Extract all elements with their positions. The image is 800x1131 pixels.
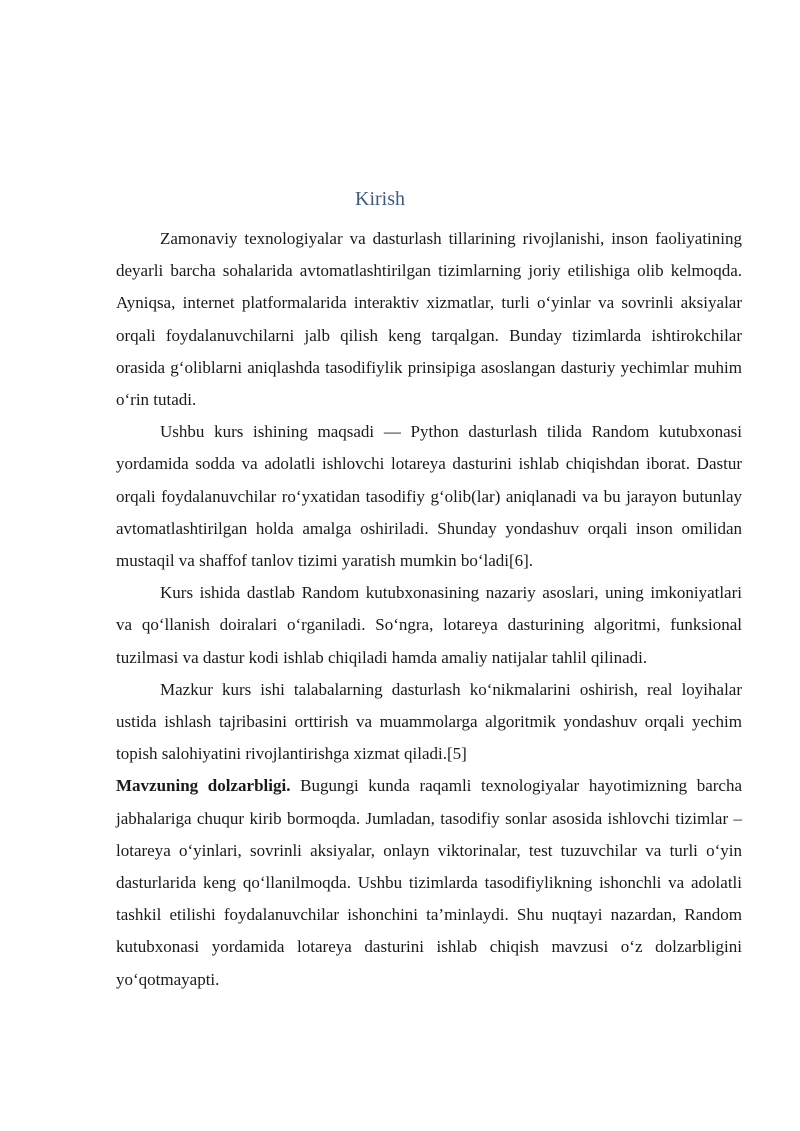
section-heading: Kirish — [355, 188, 405, 210]
paragraph-text: Mazkur kurs ishi talabalarning dasturlash ko‘nikmalarini oshirish, real loyihalar ustida ishlash tajribasini orttirish va muammolarga algoritmik yondashuv orqali yechim topish salohiyatini rivojlantirishga xizmat qiladi.[5] — [116, 679, 742, 764]
paragraph-structure — [116, 577, 742, 674]
paragraph-text: Ushbu kurs ishining maqsadi — Python dasturlash tilida Random kutubxonasi yordamida sodda va adolatli ishlovchi lotareya dasturini ishlab chiqishdan iborat. Dastur orqali foydalanuvchilar ro‘yxatidan tasodifiy g‘olib(lar) aniqlanadi va bu jarayon butunlay avtomatlashtirilgan holda amalga oshiriladi. Shunday yondashuv orqali inson omilidan mustaqil va shaffof tanlov tizimi yaratish mumkin bo‘ladi[6]. — [116, 422, 742, 571]
paragraph-text: Kurs ishida dastlab Random kutubxonasining nazariy asoslari, uning imkoniyatlari va qo‘llanish doiralari o‘rganiladi. So‘ngra, lotareya dasturining algoritmi, funksional tuzilmasi va dastur kodi ishlab chiqiladi hamda amaliy natijalar tahlil qilinadi. — [116, 583, 742, 667]
paragraph-text: Bugungi kunda raqamli texnologiyalar hayotimizning barcha jabhalariga chuqur kirib bormoqda. Jumladan, tasodifiy sonlar asosida ishlovchi tizimlar – lotareya o‘yinlari, sovrinli aksiyalar, onlayn viktorinalar, test tuzuvchilar va turli o‘yin dasturlarida keng qo‘llanilmoqda. Ushbu tizimlarda tasodifiylikning ishonchli va adolatli tashkil etilishi foydalanuvchilar ishonchini ta’minlaydi. Shu nuqtayi nazardan, Random kutubxonasi yordamida lotareya dasturini ishlab chiqish mavzusi o‘z dolzarbligini yo‘qotmayapti. — [116, 776, 742, 989]
paragraph-lead-heading: Mavzuning dolzarbligi. — [116, 776, 291, 796]
paragraph-goal — [116, 416, 742, 577]
body-text — [116, 223, 742, 996]
paragraph-intro — [116, 223, 742, 416]
paragraph-text: Zamonaviy texnologiyalar va dasturlash tillarining rivojlanishi, inson faoliyatining deyarli barcha sohalarida avtomatlashtirilgan tizimlarning joriy etilishiga olib kelmoqda. Ayniqsa, internet platformalarida interaktiv xizmatlar, turli o‘yinlar va sovrinli aksiyalar orqali foydalanuvchilarni jalb qilish keng tarqalgan. Bunday tizimlarda ishtirokchilar orasida g‘oliblarni aniqlashda tasodifiylik prinsipiga asoslangan dasturiy yechimlar muhim o‘rin tutadi. — [116, 229, 742, 410]
paragraph-benefit — [116, 674, 742, 771]
paragraph-relevance — [116, 770, 742, 995]
